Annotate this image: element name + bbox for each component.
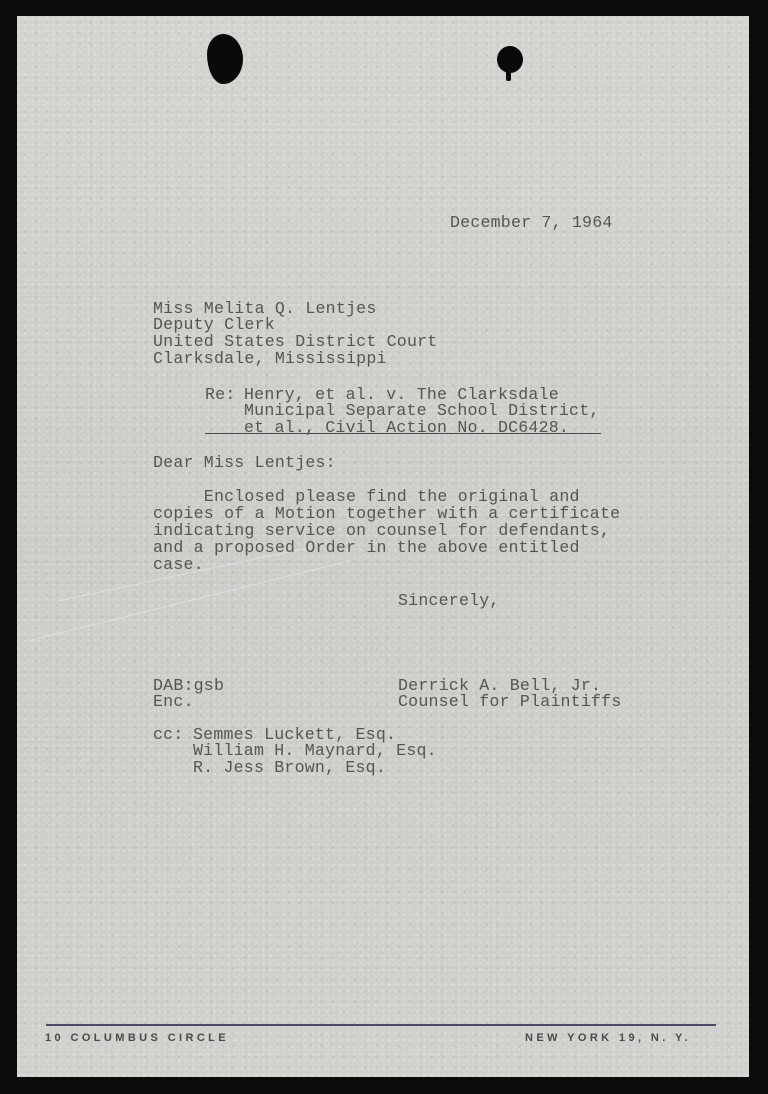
punch-hole-tear xyxy=(506,68,511,81)
cc-recipient: R. Jess Brown, Esq. xyxy=(193,758,386,777)
recipient-organization: United States District Court xyxy=(153,332,438,351)
footer-address-street: 10 COLUMBUS CIRCLE xyxy=(45,1032,230,1044)
re-line-3: et al., Civil Action No. DC6428. xyxy=(244,418,570,437)
recipient-title: Deputy Clerk xyxy=(153,315,275,334)
re-underline xyxy=(205,433,601,434)
closing: Sincerely, xyxy=(398,591,500,610)
typist-initials: DAB:gsb xyxy=(153,676,225,695)
body-line-3: indicating service on counsel for defendants, xyxy=(153,521,611,540)
salutation: Dear Miss Lentjes: xyxy=(153,453,336,472)
cc-recipient: Semmes Luckett, Esq. xyxy=(193,725,397,744)
re-line-2: Municipal Separate School District, xyxy=(244,401,600,420)
footer-address-city: NEW YORK 19, N. Y. xyxy=(525,1032,691,1044)
body-line-1: Enclosed please find the original and xyxy=(153,487,580,506)
recipient-location: Clarksdale, Mississippi xyxy=(153,349,387,368)
signer-title: Counsel for Plaintiffs xyxy=(398,692,622,711)
body-line-2: copies of a Motion together with a certificate xyxy=(153,504,621,523)
re-label: Re: xyxy=(205,385,236,404)
re-line-1: Henry, et al. v. The Clarksdale xyxy=(244,385,559,404)
recipient-name: Miss Melita Q. Lentjes xyxy=(153,299,377,318)
letter-date: December 7, 1964 xyxy=(450,213,613,232)
cc-label: cc: xyxy=(153,725,184,744)
enclosure-note: Enc. xyxy=(153,692,194,711)
footer-rule xyxy=(46,1024,716,1026)
cc-recipient: William H. Maynard, Esq. xyxy=(193,741,437,760)
signer-name: Derrick A. Bell, Jr. xyxy=(398,676,602,695)
body-line-4: and a proposed Order in the above entitled xyxy=(153,538,580,557)
body-line-5: case. xyxy=(153,555,204,574)
